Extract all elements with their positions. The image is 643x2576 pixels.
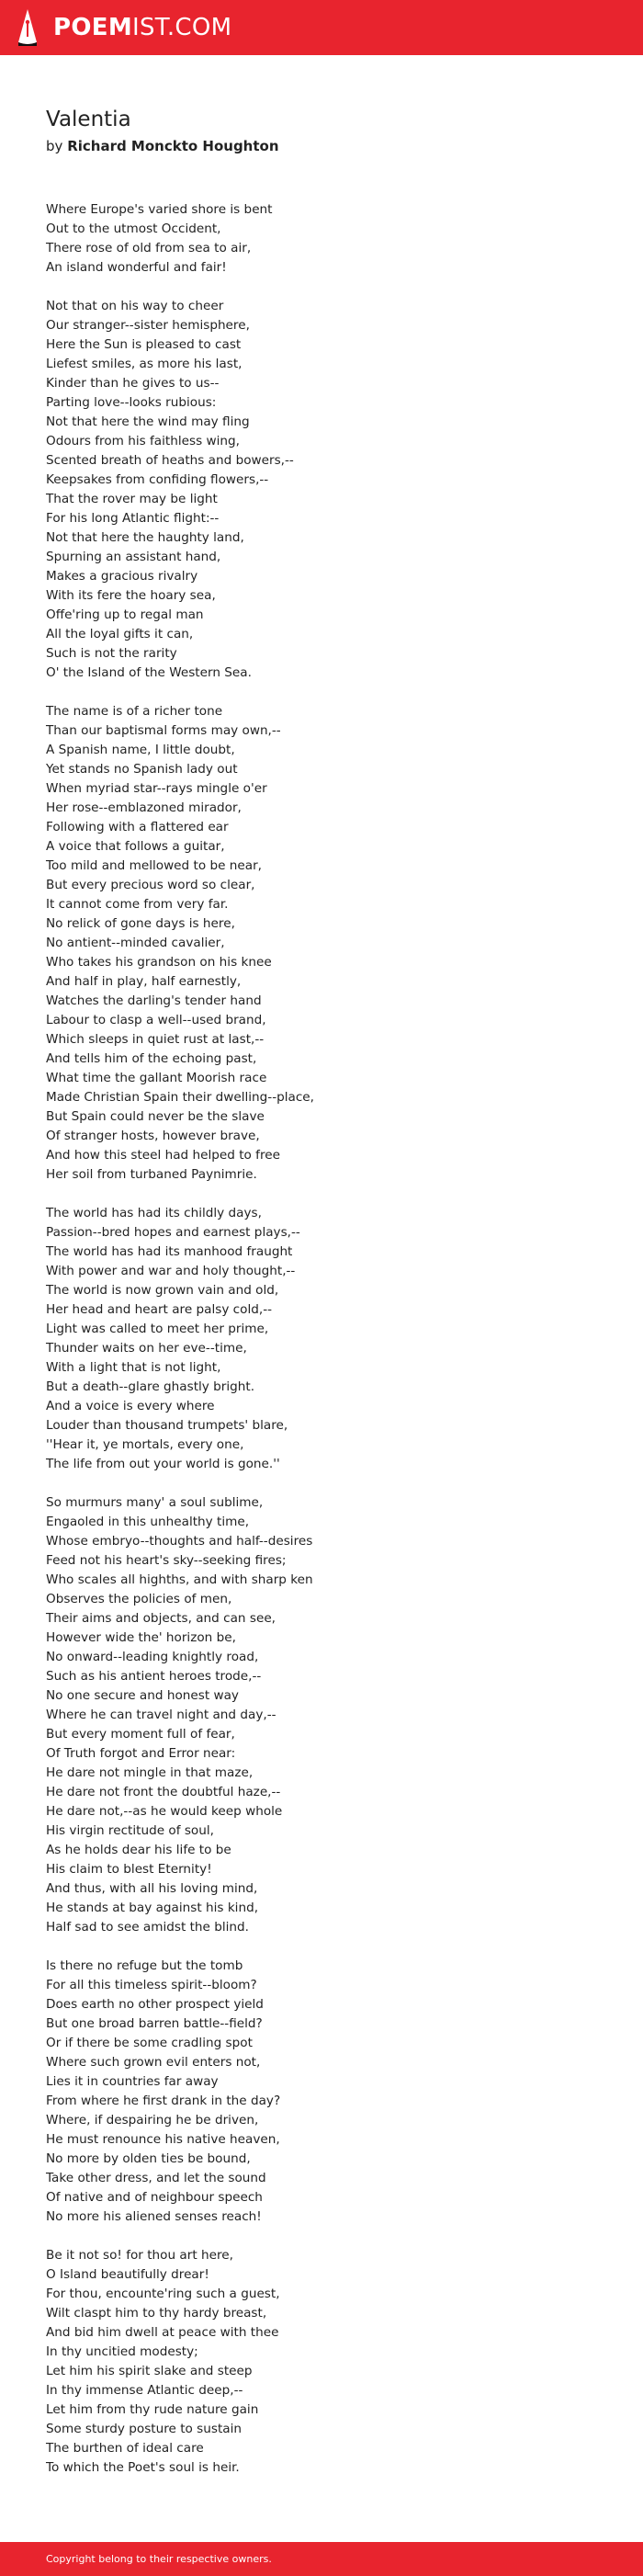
poem-line: Wilt claspt him to thy hardy breast, <box>46 2306 267 2321</box>
poem-line: Too mild and mellowed to be near, <box>46 858 262 873</box>
poem-line: Scented breath of heaths and bowers,-- <box>46 453 294 468</box>
poem-stanza <box>46 2246 615 2478</box>
poem-line: In thy immense Atlantic deep,-- <box>46 2383 243 2398</box>
poem-line: He dare not,--as he would keep whole <box>46 1804 283 1819</box>
poem-line: Parting love--looks rubious: <box>46 395 217 410</box>
poem-line: He stands at bay against his kind, <box>46 1901 259 1915</box>
poem-line: ''Hear it, ye mortals, every one, <box>46 1437 244 1452</box>
poem-line: Observes the policies of men, <box>46 1592 232 1606</box>
poem-line: Not that here the wind may fling <box>46 414 250 429</box>
poem-header <box>46 104 597 157</box>
poem-line: Keepsakes from confiding flowers,-- <box>46 472 269 487</box>
poem-line: No one secure and honest way <box>46 1688 239 1703</box>
poem-line: Of native and of neighbour speech <box>46 2190 263 2205</box>
poem-line: The name is of a richer tone <box>46 704 223 719</box>
poem-line: A voice that follows a guitar, <box>46 839 225 854</box>
poem-line: What time the gallant Moorish race <box>46 1071 267 1085</box>
poem-line: Labour to clasp a well--used brand, <box>46 1013 266 1027</box>
poem-line: So murmurs many' a soul sublime, <box>46 1495 264 1510</box>
poem-line: The life from out your world is gone.'' <box>46 1457 280 1471</box>
site-logo-text <box>53 9 231 46</box>
poem-line: As he holds dear his life to be <box>46 1843 231 1857</box>
poem-line: Where such grown evil enters not, <box>46 2055 261 2070</box>
poem-line: With a light that is not light, <box>46 1360 221 1375</box>
poem-line: And half in play, half earnestly, <box>46 974 242 989</box>
poem-title: Valentia <box>46 108 131 131</box>
poem-line: The world has had its manhood fraught <box>46 1244 293 1259</box>
poem-line: For all this timeless spirit--bloom? <box>46 1978 257 1992</box>
poem-line: Not that on his way to cheer <box>46 299 224 313</box>
poem-line: Where he can travel night and day,-- <box>46 1708 276 1722</box>
poem-line: With its fere the hoary sea, <box>46 588 216 603</box>
poem-line: And thus, with all his loving mind, <box>46 1881 258 1896</box>
poem-line: His claim to blest Eternity! <box>46 1862 212 1877</box>
poem-line: Lies it in countries far away <box>46 2074 219 2089</box>
poem-line: All the loyal gifts it can, <box>46 627 194 641</box>
poem-line: Is there no refuge but the tomb <box>46 1958 243 1973</box>
poem-line: But a death--glare ghastly bright. <box>46 1379 255 1394</box>
poem-line: Louder than thousand trumpets' blare, <box>46 1418 288 1433</box>
poem-line: No more his aliened senses reach! <box>46 2209 262 2224</box>
site-footer-bar <box>0 2542 643 2576</box>
poem-line: When myriad star--rays mingle o'er <box>46 781 267 796</box>
pen-nib-icon <box>17 9 39 46</box>
poem-line: Such as his antient heroes trode,-- <box>46 1669 262 1684</box>
site-logo-text-rest: IST.COM <box>132 14 232 41</box>
poem-line: O' the Island of the Western Sea. <box>46 665 252 680</box>
poem-line: Of stranger hosts, however brave, <box>46 1129 260 1143</box>
poem-stanza <box>46 200 615 278</box>
poem-line: Yet stands no Spanish lady out <box>46 762 238 777</box>
poem-line: He dare not mingle in that maze, <box>46 1765 254 1780</box>
poem-line: But every moment full of fear, <box>46 1727 235 1742</box>
poem-line: Engaoled in this unhealthy time, <box>46 1515 250 1529</box>
poem-line: Out to the utmost Occident, <box>46 221 221 236</box>
poem-line: But Spain could never be the slave <box>46 1109 265 1124</box>
poem-line: Which sleeps in quiet rust at last,-- <box>46 1032 265 1047</box>
poem-line: Let him from thy rude nature gain <box>46 2402 259 2417</box>
poem-line: Whose embryo--thoughts and half--desires <box>46 1534 313 1549</box>
poem-line: His virgin rectitude of soul, <box>46 1823 214 1838</box>
poem-line: Spurning an assistant hand, <box>46 550 221 564</box>
poem-line: The world has had its childly days, <box>46 1206 262 1220</box>
poem-body <box>46 200 615 2497</box>
poem-line: From where he first drank in the day? <box>46 2094 281 2108</box>
poem-line: Or if there be some cradling spot <box>46 2036 253 2050</box>
poem-line: However wide the' horizon be, <box>46 1630 236 1645</box>
site-logo-link[interactable] <box>17 9 231 46</box>
poem-line: Of Truth forgot and Error near: <box>46 1746 236 1761</box>
poem-line: Some sturdy posture to sustain <box>46 2422 242 2436</box>
poem-line: And tells him of the echoing past, <box>46 1051 257 1066</box>
poem-line: Their aims and objects, and can see, <box>46 1611 276 1626</box>
poem-line: No onward--leading knightly road, <box>46 1650 259 1664</box>
poem-line: Her head and heart are palsy cold,-- <box>46 1302 273 1317</box>
poem-line: Who takes his grandson on his knee <box>46 955 272 970</box>
poem-line: Watches the darling's tender hand <box>46 993 262 1008</box>
poem-line: Following with a flattered ear <box>46 820 229 834</box>
poem-line: No more by olden ties be bound, <box>46 2151 251 2166</box>
poem-line: But every precious word so clear, <box>46 878 255 892</box>
poem-line: Her soil from turbaned Paynimrie. <box>46 1167 257 1182</box>
poem-line: Where Europe's varied shore is bent <box>46 202 273 217</box>
poem-line: But one broad barren battle--field? <box>46 2016 263 2031</box>
poem-line: Thunder waits on her eve--time, <box>46 1341 247 1356</box>
poem-stanza <box>46 702 615 1185</box>
poem-stanza <box>46 1204 615 1474</box>
poem-line: That the rover may be light <box>46 492 218 506</box>
poem-line: Than our baptismal forms may own,-- <box>46 723 281 738</box>
poem-line: And a voice is every where <box>46 1399 215 1413</box>
poem-line: Not that here the haughty land, <box>46 530 244 545</box>
poem-line: O Island beautifully drear! <box>46 2267 209 2282</box>
poem-line: Liefest smiles, as more his last, <box>46 357 243 371</box>
poem-line: Such is not the rarity <box>46 646 177 661</box>
poem-line: Offe'ring up to regal man <box>46 607 204 622</box>
poem-line: Odours from his faithless wing, <box>46 434 240 448</box>
poem-line: He dare not front the doubtful haze,-- <box>46 1785 281 1799</box>
poem-line: Our stranger--sister hemisphere, <box>46 318 250 333</box>
poem-line: Her rose--emblazoned mirador, <box>46 800 242 815</box>
poem-stanza <box>46 1493 615 1937</box>
poem-line: Made Christian Spain their dwelling--place, <box>46 1090 314 1105</box>
poem-line: Feed not his heart's sky--seeking fires; <box>46 1553 287 1568</box>
poem-line: The world is now grown vain and old, <box>46 1283 279 1298</box>
poem-line: To which the Poet's soul is heir. <box>46 2460 240 2475</box>
poem-stanza <box>46 1957 615 2227</box>
byline-prefix: by <box>46 138 63 154</box>
poem-line: The burthen of ideal care <box>46 2441 204 2456</box>
site-logo-text-bold: POEM <box>53 14 132 41</box>
poem-author: Richard Monckto Houghton <box>67 138 279 154</box>
poem-line: A Spanish name, I little doubt, <box>46 743 235 757</box>
poem-line: An island wonderful and fair! <box>46 260 227 275</box>
poem-line: No relick of gone days is here, <box>46 916 235 931</box>
poem-line: It cannot come from very far. <box>46 897 229 912</box>
copyright-text: Copyright belong to their respective owners. <box>46 2553 272 2565</box>
poem-line: And bid him dwell at peace with thee <box>46 2325 279 2340</box>
poem-line: Does earth no other prospect yield <box>46 1997 264 2012</box>
poem-line: No antient--minded cavalier, <box>46 936 225 950</box>
poem-line: Half sad to see amidst the blind. <box>46 1920 249 1935</box>
poem-line: Who scales all highths, and with sharp ken <box>46 1572 313 1587</box>
poem-line: Where, if despairing he be driven, <box>46 2113 259 2128</box>
poem-line: Kinder than he gives to us-- <box>46 376 220 391</box>
poem-line: With power and war and holy thought,-- <box>46 1264 296 1278</box>
poem-line: And how this steel had helped to free <box>46 1148 280 1163</box>
poem-line: Makes a gracious rivalry <box>46 569 198 584</box>
site-header-bar <box>0 0 643 55</box>
poem-line: Passion--bred hopes and earnest plays,-- <box>46 1225 300 1240</box>
poem-line: In thy uncitied modesty; <box>46 2344 198 2359</box>
poem-line: Here the Sun is pleased to cast <box>46 337 242 352</box>
poem-line: Be it not so! for thou art here, <box>46 2248 233 2263</box>
poem-line: He must renounce his native heaven, <box>46 2132 280 2147</box>
poem-stanza <box>46 297 615 683</box>
poem-line: For thou, encounte'ring such a guest, <box>46 2287 280 2301</box>
poem-line: Light was called to meet her prime, <box>46 1322 269 1336</box>
poem-line: Take other dress, and let the sound <box>46 2171 266 2185</box>
poem-byline <box>46 135 597 157</box>
poem-line: There rose of old from sea to air, <box>46 241 252 255</box>
poem-line: Let him his spirit slake and steep <box>46 2364 253 2378</box>
poem-line: For his long Atlantic flight:-- <box>46 511 220 526</box>
